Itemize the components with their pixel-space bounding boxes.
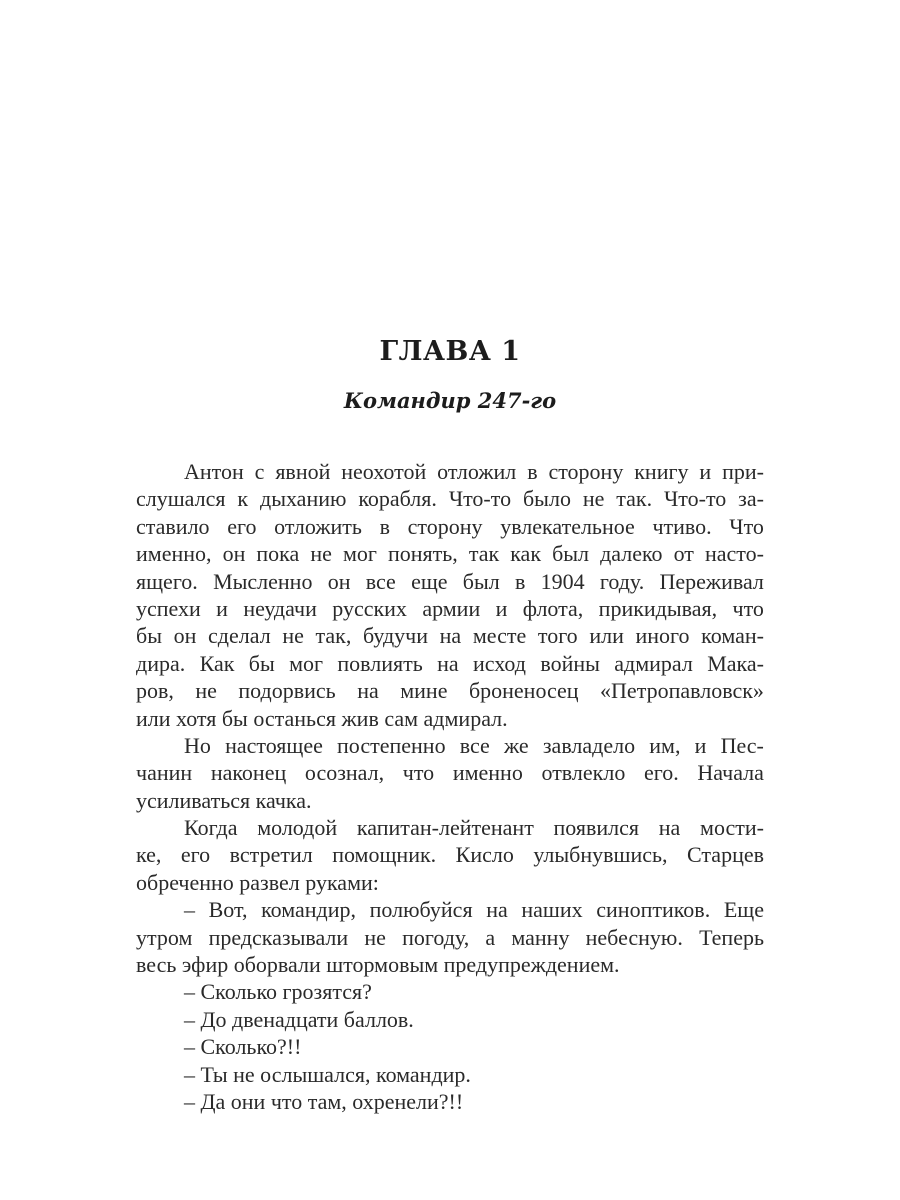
paragraph	[136, 1033, 764, 1060]
paragraph	[136, 732, 764, 814]
chapter-title: ГЛАВА 1	[379, 336, 521, 367]
text-line: ке, его встретил помощник. Кисло улыбнувшись, Старцев	[136, 842, 764, 868]
text-line: утром предсказывали не погоду, а манну небесную. Теперь	[136, 924, 764, 950]
text-line: именно, он пока не мог понять, так как был далеко от насто-	[136, 541, 764, 567]
text-line: усиливаться качка.	[136, 787, 312, 813]
paragraph	[136, 814, 764, 896]
chapter-subtitle: Командир 247-го	[343, 388, 557, 413]
text-line: – Ты не ослышался, командир.	[184, 1061, 471, 1087]
paragraph	[136, 978, 764, 1005]
paragraph	[136, 896, 764, 978]
text-line: – Вот, командир, полюбуйся на наших синоптиков. Еще	[184, 897, 764, 923]
paragraph	[136, 458, 764, 732]
text-line: – Да они что там, охренели?!!	[184, 1088, 464, 1114]
text-line: чанин наконец осознал, что именно отвлекло его. Начала	[136, 760, 764, 786]
text-line: Но настоящее постепенно все же завладело им, и Пес-	[184, 732, 764, 758]
text-line: – До двенадцати баллов.	[184, 1006, 414, 1032]
text-line: ров, не подорвись на мине броненосец «Петропавловск»	[136, 678, 764, 704]
text-line: успехи и неудачи русских армии и флота, прикидывая, что	[136, 595, 764, 621]
paragraph	[136, 1088, 764, 1115]
text-line: или хотя бы останься жив сам адмирал.	[136, 705, 508, 731]
paragraph	[136, 1006, 764, 1033]
text-line: обреченно развел руками:	[136, 869, 379, 895]
text-line: ящего. Мысленно он все еще был в 1904 году. Переживал	[136, 568, 764, 594]
text-line: ставило его отложить в сторону увлекательное чтиво. Что	[136, 513, 764, 539]
text-line: слушался к дыханию корабля. Что-то было не так. Что-то за-	[136, 486, 764, 512]
text-line: Антон с явной неохотой отложил в сторону книгу и при-	[184, 459, 764, 484]
text-line: Когда молодой капитан-лейтенант появился на мости-	[184, 815, 764, 841]
text-line: весь эфир оборвали штормовым предупреждением.	[136, 952, 620, 978]
text-line: дира. Как бы мог повлиять на исход войны адмирал Мака-	[136, 650, 764, 676]
text-line: бы он сделал не так, будучи на месте того или иного коман-	[136, 623, 764, 649]
text-line: – Сколько?!!	[184, 1034, 302, 1060]
paragraph	[136, 1061, 764, 1088]
text-line: – Сколько грозятся?	[184, 979, 372, 1005]
body-text	[136, 458, 764, 1115]
